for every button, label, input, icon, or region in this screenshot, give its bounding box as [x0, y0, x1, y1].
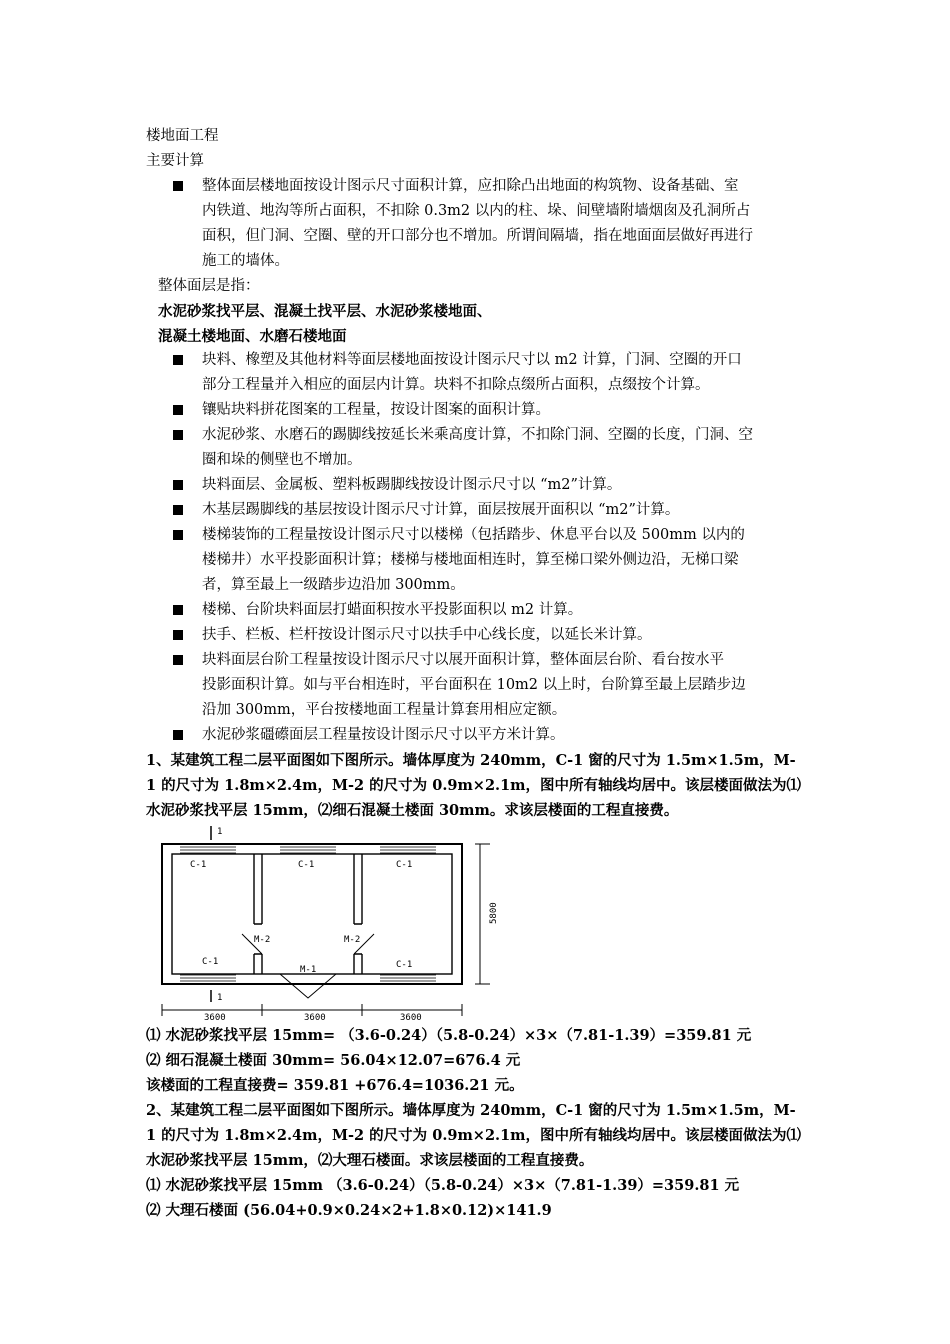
bullet-2-line-1: 镶贴块料拼花图案的工程量，按设计图案的面积计算。	[202, 402, 550, 418]
bullet-marker	[173, 655, 183, 665]
bullet-7-line-1: 楼梯、台阶块料面层打蜡面积按水平投影面积以 m2 计算。	[202, 602, 583, 618]
bullet-marker	[173, 530, 183, 540]
window-label: C-1	[202, 957, 219, 967]
bullet-marker	[173, 355, 183, 365]
bullet-10-line-1: 水泥砂浆礓礤面层工程量按设计图示尺寸以平方米计算。	[202, 727, 565, 743]
zhengti-intro: 整体面层是指：	[158, 278, 260, 294]
bullet-marker	[173, 730, 183, 740]
window-label: C-1	[396, 960, 413, 970]
bullet-marker	[173, 480, 183, 490]
bullet-3-line-2: 圈和垛的侧壁也不增加。	[202, 452, 362, 468]
example2-question-line-3: 水泥砂浆找平层 15mm，⑵大理石楼面。求该层楼面的工程直接费。	[146, 1152, 594, 1169]
example1-question-line-1: 1、某建筑工程二层平面图如下图所示。墙体厚度为 240mm，C-1 窗的尺寸为 1.5m×1.5m，M-	[146, 752, 796, 769]
bullet-marker	[173, 505, 183, 515]
bullet-1-line-1: 块料、橡塑及其他材料等面层楼地面按设计图示尺寸以 m2 计算，门洞、空圈的开口	[202, 352, 742, 368]
section-mark-label: 1	[217, 827, 223, 837]
bullet-marker	[173, 181, 183, 191]
section-mark-label: 1	[217, 993, 223, 1003]
example1-question-line-3: 水泥砂浆找平层 15mm，⑵细石混凝土楼面 30mm。求该层楼面的工程直接费。	[146, 802, 679, 819]
item1-line-3: 面积，但门洞、空圈、壁的开口部分也不增加。所谓间隔墙，指在地面面层做好再进行	[202, 228, 753, 244]
window-label: C-1	[190, 860, 207, 870]
example2-question-line-2: 1 的尺寸为 1.8m×2.4m，M-2 的尺寸为 0.9m×2.1m，图中所有轴线均居中。该层楼面做法为⑴	[146, 1127, 802, 1144]
example1-answer-line-3: 该楼面的工程直接费= 359.81 +676.4=1036.21 元。	[146, 1077, 524, 1094]
item1-line-4: 施工的墙体。	[202, 253, 289, 269]
dimension-label: 3600	[400, 1013, 422, 1020]
bullet-4-line-1: 块料面层、金属板、塑料板踢脚线按设计图示尺寸以 “m2”计算。	[202, 477, 622, 493]
bullet-6-line-2: 楼梯井）水平投影面积计算；楼梯与楼地面相连时，算至梯口梁外侧边沿，无梯口梁	[202, 552, 739, 568]
bullet-9-line-2: 投影面积计算。如与平台相连时，平台面积在 10m2 以上时，台阶算至最上层踏步边	[202, 677, 746, 693]
example1-question-line-2: 1 的尺寸为 1.8m×2.4m，M-2 的尺寸为 0.9m×2.1m，图中所有轴线均居中。该层楼面做法为⑴	[146, 777, 802, 794]
bullet-1-line-2: 部分工程量并入相应的面层内计算。块料不扣除点缀所占面积，点缀按个计算。	[202, 377, 710, 393]
zhengti-list-line-2: 混凝土楼地面、水磨石楼地面	[158, 328, 347, 345]
item1-line-2: 内铁道、地沟等所占面积，不扣除 0.3m2 以内的柱、垛、间壁墙附墙烟囱及孔洞所占	[202, 203, 751, 219]
bullet-8-line-1: 扶手、栏板、栏杆按设计图示尺寸以扶手中心线长度，以延长米计算。	[202, 627, 652, 643]
dimension-label: 3600	[304, 1013, 326, 1020]
height-dimension-label: 5800	[489, 902, 499, 924]
bullet-5-line-1: 木基层踢脚线的基层按设计图示尺寸计算，面层按展开面积以 “m2”计算。	[202, 502, 680, 518]
door-label: M-2	[254, 935, 271, 945]
item1-line-1: 整体面层楼地面按设计图示尺寸面积计算，应扣除凸出地面的构筑物、设备基础、室	[202, 178, 739, 194]
example1-answer-line-2: ⑵ 细石混凝土楼面 30mm= 56.04×12.07=676.4 元	[146, 1052, 521, 1069]
example1-answer-line-1: ⑴ 水泥砂浆找平层 15mm= （3.6-0.24）（5.8-0.24）×3×（7.81-1.39）=359.81 元	[146, 1027, 752, 1044]
zhengti-list-line-1: 水泥砂浆找平层、混凝土找平层、水泥砂浆楼地面、	[158, 303, 492, 320]
bullet-3-line-1: 水泥砂浆、水磨石的踢脚线按延长米乘高度计算，不扣除门洞、空圈的长度，门洞、空	[202, 427, 753, 443]
door-label: M-2	[344, 935, 361, 945]
dimension-label: 3600	[204, 1013, 226, 1020]
window-label: C-1	[298, 860, 315, 870]
example2-answer-line-2: ⑵ 大理石楼面 (56.04+0.9×0.24×2+1.8×0.12)×141.9	[146, 1202, 552, 1219]
window-label: C-1	[396, 860, 413, 870]
bullet-marker	[173, 605, 183, 615]
bullet-9-line-1: 块料面层台阶工程量按设计图示尺寸以展开面积计算，整体面层台阶、看台按水平	[202, 652, 724, 668]
example2-question-line-1: 2、某建筑工程二层平面图如下图所示。墙体厚度为 240mm，C-1 窗的尺寸为 1.5m×1.5m，M-	[146, 1102, 796, 1119]
door-label: M-1	[300, 965, 317, 975]
bullet-6-line-1: 楼梯装饰的工程量按设计图示尺寸以楼梯（包括踏步、休息平台以及 500mm 以内的	[202, 527, 745, 543]
bullet-marker	[173, 430, 183, 440]
section-heading: 楼地面工程	[146, 128, 219, 144]
floor-plan-figure	[150, 822, 520, 1020]
example2-answer-line-1: ⑴ 水泥砂浆找平层 15mm （3.6-0.24）（5.8-0.24）×3×（7.81-1.39）=359.81 元	[146, 1177, 740, 1194]
section-subheading: 主要计算	[146, 153, 204, 169]
bullet-9-line-3: 沿加 300mm，平台按楼地面工程量计算套用相应定额。	[202, 702, 567, 718]
bullet-6-line-3: 者，算至最上一级踏步边沿加 300mm。	[202, 577, 465, 593]
bullet-marker	[173, 405, 183, 415]
bullet-marker	[173, 630, 183, 640]
